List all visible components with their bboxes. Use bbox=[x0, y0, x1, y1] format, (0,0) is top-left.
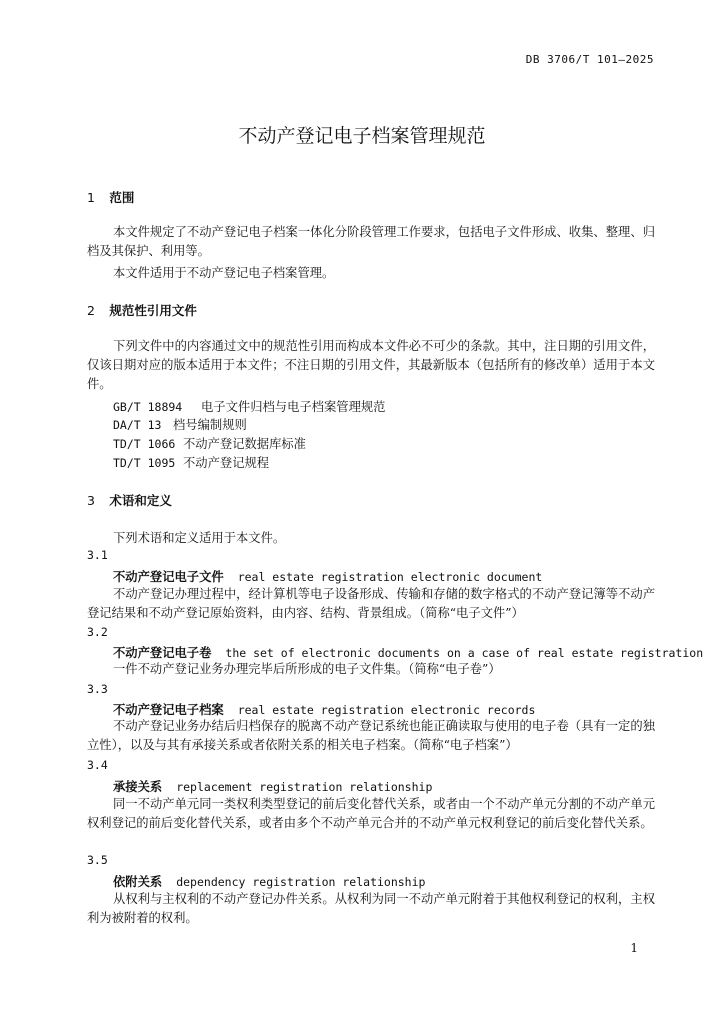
terms-intro: 下列术语和定义适用于本文件。 bbox=[113, 531, 286, 545]
term-definition: 从权利与主权利的不动产登记办件关系。从权利为同一不动产单元附着于其他权利登记的权利，主权利为被附着的权利。 bbox=[87, 892, 655, 925]
term-name-zh: 不动产登记电子档案 bbox=[113, 703, 224, 717]
term-name-zh: 依附关系 bbox=[113, 875, 163, 889]
term-name-en: real estate registration electronic document bbox=[237, 570, 543, 584]
term-entry bbox=[113, 567, 542, 585]
reference-item bbox=[113, 397, 385, 415]
scope-paragraph-1: 本文件规定了不动产登记电子档案一体化分阶段管理工作要求，包括电子文件形成、收集、整理、归档及其保护、利用等。 bbox=[87, 225, 655, 258]
reference-code: DA/T 13 bbox=[113, 418, 162, 432]
reference-item bbox=[113, 453, 269, 471]
reference-code: TD/T 1066 bbox=[113, 437, 176, 451]
reference-title: 档号编制规则 bbox=[173, 418, 247, 432]
standard-code: DB 3706/T 101—2025 bbox=[525, 53, 654, 66]
section-number: 2 bbox=[87, 303, 95, 318]
term-definition: 同一不动产单元同一类权利类型登记的前后变化替代关系，或者由一个不动产单元分割的不动产单元权利登记的前后变化替代关系，或者由多个不动产单元合并的不动产单元权利登记的前后变化替代关系。 bbox=[87, 797, 655, 830]
term-entry bbox=[113, 643, 703, 661]
term-name-zh: 不动产登记电子文件 bbox=[113, 570, 224, 584]
term-number: 3.4 bbox=[87, 758, 108, 772]
term-name-en: the set of electronic documents on a case of real estate registration bbox=[225, 646, 704, 660]
term-entry bbox=[113, 700, 535, 718]
section-title: 规范性引用文件 bbox=[109, 303, 197, 318]
section-heading-terms bbox=[87, 491, 172, 509]
term-definition: 一件不动产登记业务办理完毕后所形成的电子文件集。（简称“电子卷”） bbox=[113, 662, 501, 676]
term-name-en: replacement registration relationship bbox=[176, 780, 433, 794]
reference-code: GB/T 18894 bbox=[113, 400, 183, 414]
term-number: 3.5 bbox=[87, 853, 108, 867]
section-heading-scope bbox=[87, 188, 134, 206]
term-definition: 不动产登记业务办结后归档保存的脱离不动产登记系统也能正确读取与使用的电子卷（具有一定的独立性），以及与其有承接关系或者依附关系的相关电子档案。（简称“电子档案”） bbox=[87, 719, 655, 752]
reference-title: 电子文件归档与电子档案管理规范 bbox=[201, 400, 386, 414]
section-title: 范围 bbox=[109, 190, 135, 205]
term-name-en: real estate registration electronic records bbox=[237, 703, 536, 717]
reference-item bbox=[113, 415, 247, 433]
section-heading-normative bbox=[87, 301, 197, 319]
term-number: 3.1 bbox=[87, 548, 108, 562]
document-title: 不动产登记电子档案管理规范 bbox=[238, 125, 486, 147]
term-name-zh: 不动产登记电子卷 bbox=[113, 646, 212, 660]
section-number: 3 bbox=[87, 493, 95, 508]
term-entry bbox=[113, 872, 425, 890]
term-definition: 不动产登记办理过程中，经计算机等电子设备形成、传输和存储的数字格式的不动产登记簿等不动产登记结果和不动产登记原始资料，由内容、结构、背景组成。（简称“电子文件”） bbox=[87, 587, 655, 620]
page-number: 1 bbox=[630, 941, 638, 955]
term-name-en: dependency registration relationship bbox=[176, 875, 426, 889]
section-title: 术语和定义 bbox=[109, 493, 172, 508]
term-number: 3.2 bbox=[87, 625, 108, 639]
reference-code: TD/T 1095 bbox=[113, 456, 176, 470]
scope-paragraph-2: 本文件适用于不动产登记电子档案管理。 bbox=[113, 266, 335, 280]
reference-title: 不动产登记规程 bbox=[183, 456, 270, 470]
reference-item bbox=[113, 434, 306, 452]
normative-intro: 下列文件中的内容通过文中的规范性引用而构成本文件必不可少的条款。其中，注日期的引用文件，仅该日期对应的版本适用于本文件；不注日期的引用文件，其最新版本（包括所有的修改单）适用于本文件。 bbox=[87, 339, 655, 391]
term-number: 3.3 bbox=[87, 682, 108, 696]
term-name-zh: 承接关系 bbox=[113, 780, 163, 794]
term-entry bbox=[113, 777, 432, 795]
reference-title: 不动产登记数据库标准 bbox=[183, 437, 306, 451]
section-number: 1 bbox=[87, 190, 95, 205]
